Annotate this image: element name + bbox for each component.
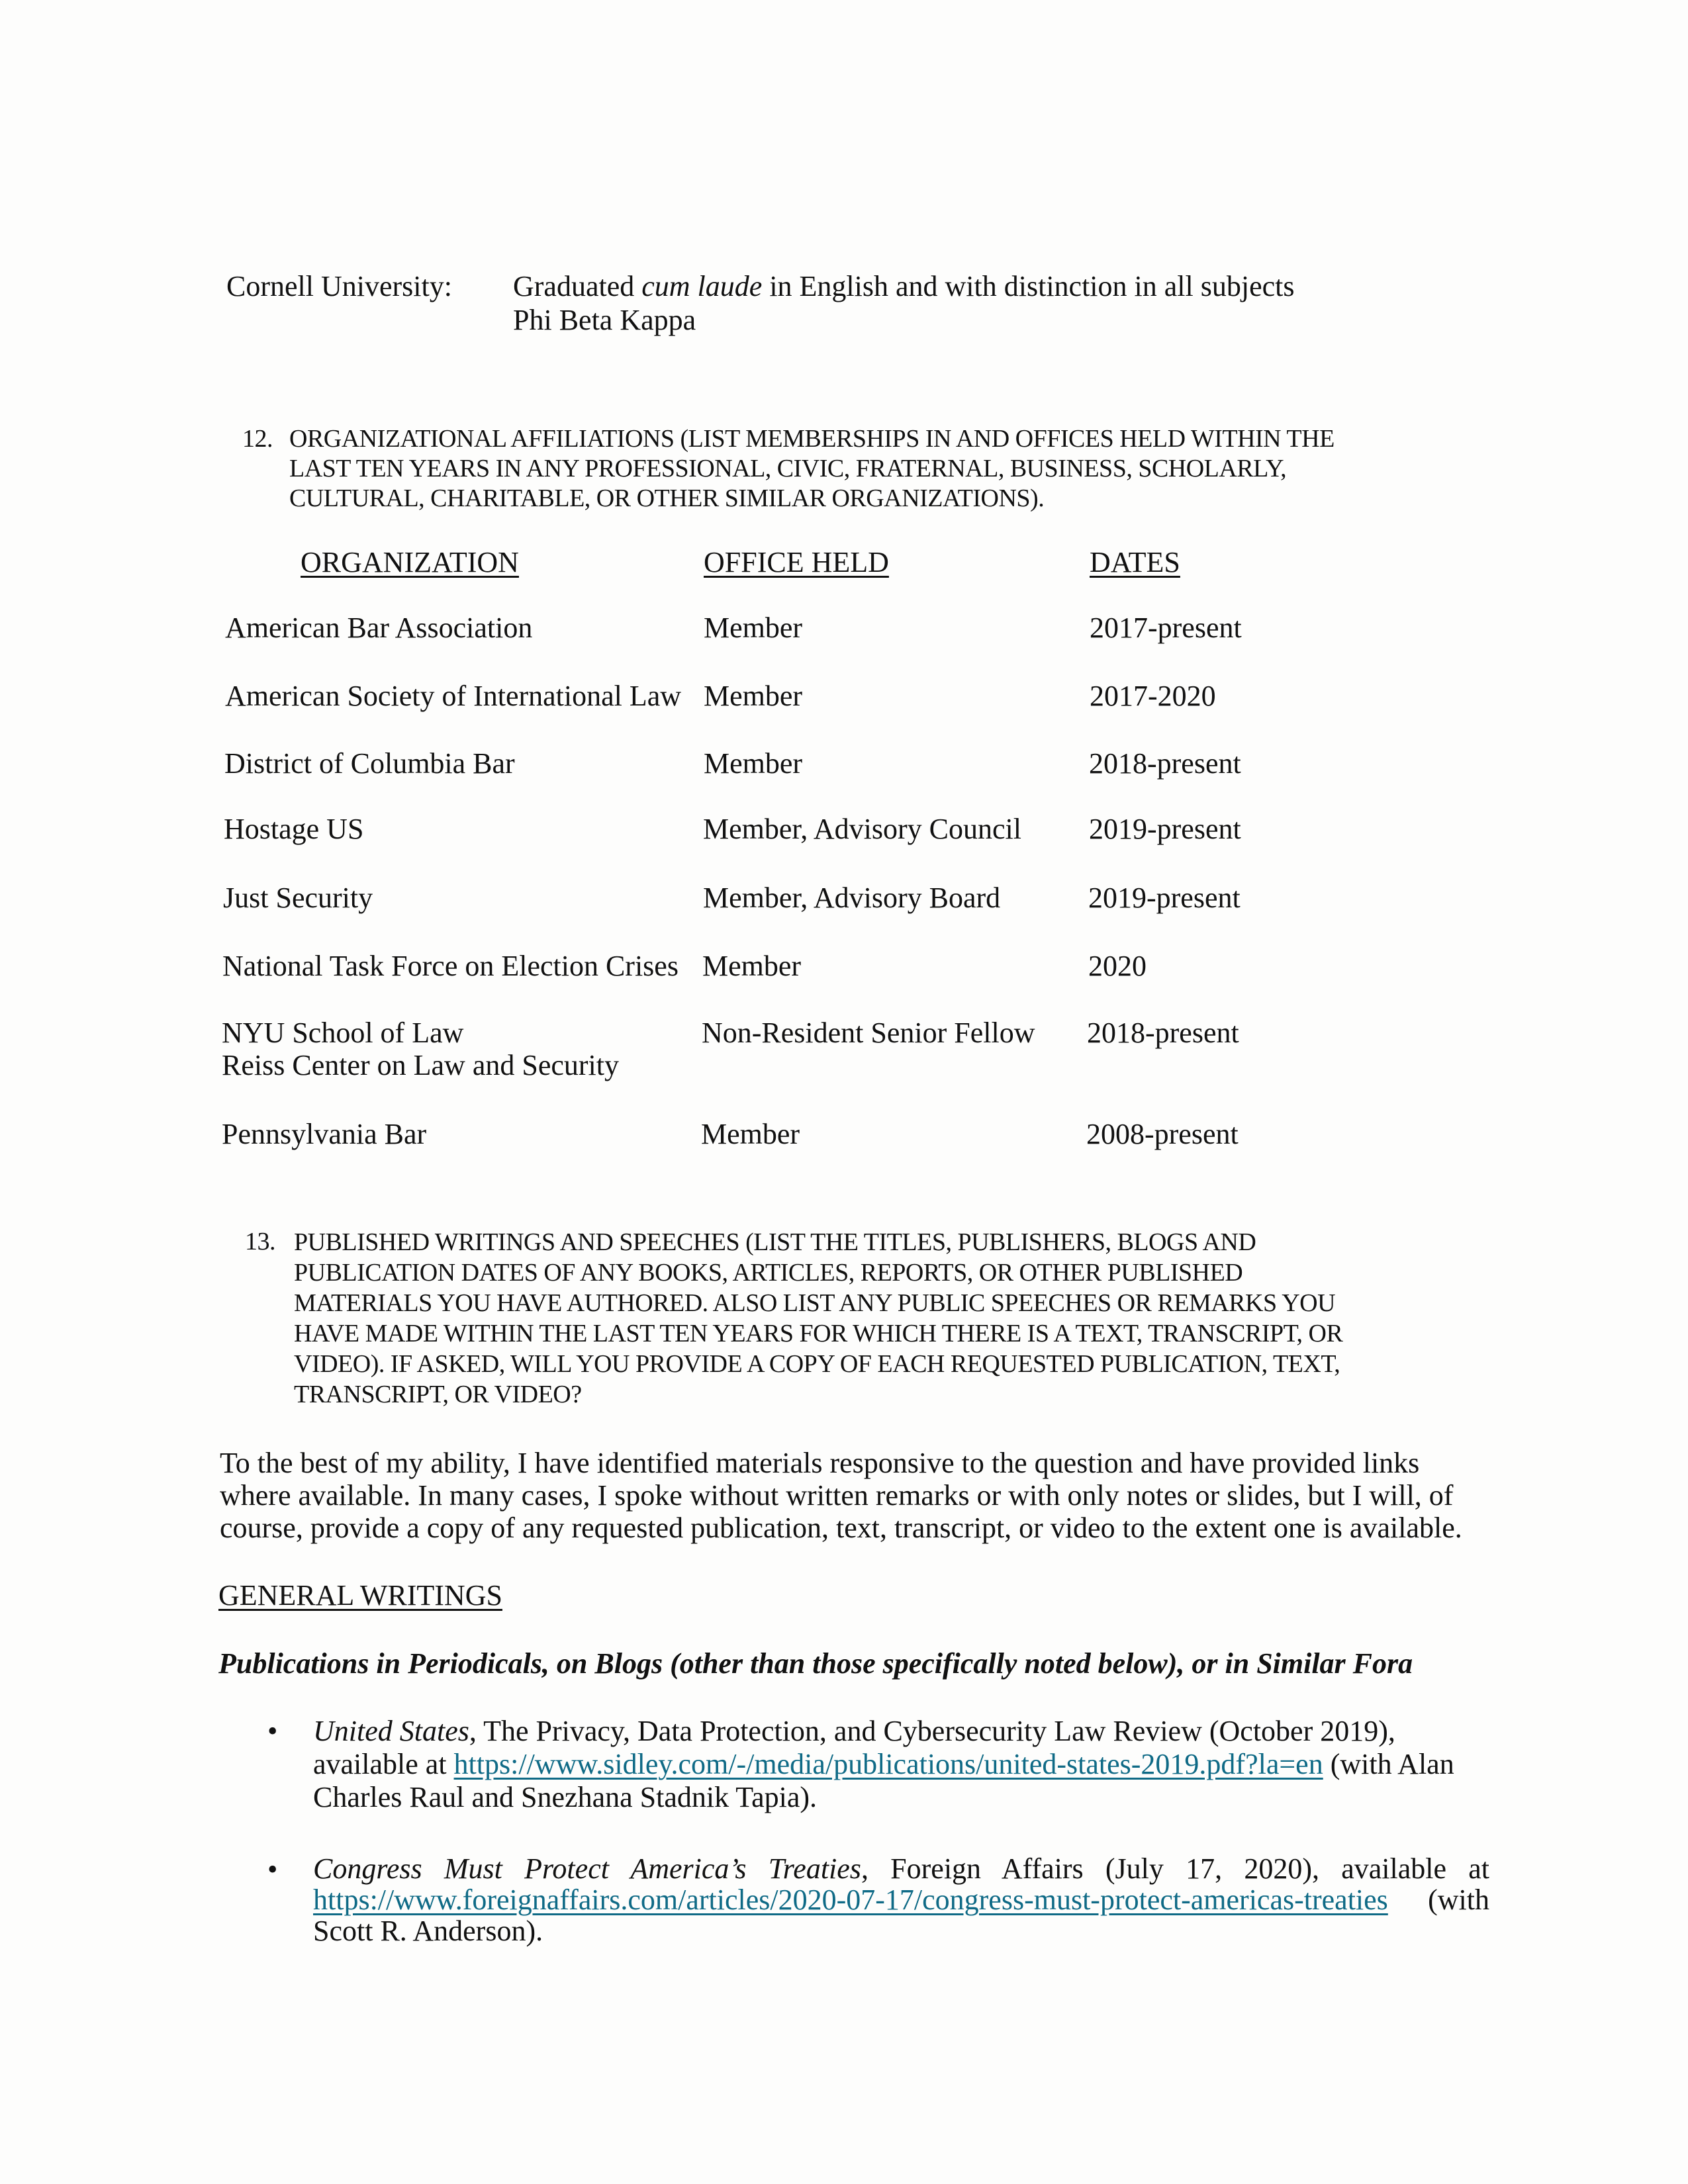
- org-cell: American Society of International Law: [225, 680, 682, 712]
- dates-cell: 2019-present: [1088, 882, 1241, 914]
- q13-line: VIDEO). IF ASKED, WILL YOU PROVIDE A COPY OF EACH REQUESTED PUBLICATION, TEXT,: [294, 1350, 1340, 1378]
- q13-line: HAVE MADE WITHIN THE LAST TEN YEARS FOR WHICH THERE IS A TEXT, TRANSCRIPT, OR: [294, 1320, 1343, 1347]
- dates-cell: 2008-present: [1086, 1118, 1239, 1150]
- honors-italic: cum laude: [641, 270, 763, 302]
- publication-title: United States: [313, 1715, 469, 1747]
- education-honors: [513, 270, 1294, 303]
- honors-post: in English and with distinction in all subjects: [762, 270, 1295, 302]
- honors-pre: Graduated: [513, 270, 642, 302]
- subsection-title: Publications in Periodicals, on Blogs (other than those specifically noted below), or in Similar Fora: [218, 1647, 1413, 1680]
- dates-cell: 2019-present: [1089, 813, 1241, 845]
- publication-item: [313, 1853, 1489, 1946]
- publication-details: , The Privacy, Data Protection, and Cybersecurity Law Review (October 2019), available at: [313, 1715, 1395, 1780]
- office-cell: Member, Advisory Council: [703, 813, 1021, 845]
- header-office-held: OFFICE HELD: [704, 546, 889, 578]
- publication-item: [313, 1715, 1478, 1814]
- dates-cell: 2020: [1088, 950, 1147, 982]
- header-organization: ORGANIZATION: [301, 546, 519, 578]
- dates-cell: 2017-present: [1090, 612, 1242, 644]
- publication-link[interactable]: https://www.foreignaffairs.com/articles/2020-07-17/congress-must-protect-americas-treaties: [313, 1884, 1388, 1916]
- publication-coauthors: (with Scott R. Anderson).: [313, 1884, 1489, 1947]
- header-dates: DATES: [1090, 546, 1180, 578]
- q13-line: TRANSCRIPT, OR VIDEO?: [294, 1381, 582, 1408]
- q13-line: MATERIALS YOU HAVE AUTHORED. ALSO LIST ANY PUBLIC SPEECHES OR REMARKS YOU: [294, 1289, 1336, 1317]
- publication-link[interactable]: https://www.sidley.com/-/media/publications/united-states-2019.pdf?la=en: [453, 1748, 1323, 1780]
- q12-number: 12.: [242, 425, 273, 453]
- q13-heading: [294, 1227, 1342, 1410]
- org-cell-line2: Reiss Center on Law and Security: [222, 1049, 619, 1081]
- bullet-icon: •: [267, 1715, 278, 1747]
- q12-line: ORGANIZATIONAL AFFILIATIONS (LIST MEMBERSHIPS IN AND OFFICES HELD WITHIN THE: [289, 425, 1335, 453]
- org-cell: Hostage US: [224, 813, 364, 845]
- education-school: Cornell University:: [226, 270, 452, 302]
- office-cell: Member: [701, 1118, 800, 1150]
- publication-coauthors: (with Alan Charles Raul and Snezhana Stadnik Tapia).: [313, 1748, 1454, 1813]
- office-cell: Non-Resident Senior Fellow: [702, 1017, 1035, 1049]
- office-cell: Member: [704, 612, 803, 644]
- q13-line: PUBLISHED WRITINGS AND SPEECHES (LIST THE TITLES, PUBLISHERS, BLOGS AND: [294, 1228, 1256, 1256]
- q12-line: CULTURAL, CHARITABLE, OR OTHER SIMILAR ORGANIZATIONS).: [289, 484, 1045, 512]
- org-cell: NYU School of Law: [222, 1017, 464, 1049]
- org-cell: Just Security: [223, 882, 373, 914]
- publication-details: , Foreign Affairs (July 17, 2020), available at: [861, 1852, 1489, 1885]
- dates-cell: 2017-2020: [1090, 680, 1216, 712]
- dates-cell: 2018-present: [1089, 747, 1241, 780]
- office-cell: Member: [704, 747, 803, 780]
- office-cell: Member: [704, 680, 803, 712]
- org-cell: District of Columbia Bar: [224, 747, 515, 780]
- q13-line: PUBLICATION DATES OF ANY BOOKS, ARTICLES, REPORTS, OR OTHER PUBLISHED: [294, 1259, 1243, 1287]
- office-cell: Member, Advisory Board: [703, 882, 1001, 914]
- q12-line: LAST TEN YEARS IN ANY PROFESSIONAL, CIVIC, FRATERNAL, BUSINESS, SCHOLARLY,: [289, 455, 1287, 482]
- dates-cell: 2018-present: [1087, 1017, 1239, 1049]
- bullet-icon: •: [267, 1853, 278, 1886]
- education-honor2: Phi Beta Kappa: [513, 304, 696, 336]
- section-title: GENERAL WRITINGS: [218, 1579, 502, 1612]
- org-cell: American Bar Association: [225, 612, 533, 644]
- q13-number: 13.: [245, 1228, 275, 1255]
- q12-heading: [289, 424, 1335, 514]
- org-cell: National Task Force on Election Crises: [222, 950, 679, 982]
- q13-answer: To the best of my ability, I have identified materials responsive to the question and have provided links where available. In many cases, I spoke without written remarks or with only notes or slides, but I will, of course, provide a copy of any requested publication, text, transcript, or video to the extent one is available.: [220, 1447, 1462, 1544]
- publication-title: Congress Must Protect America’s Treaties: [313, 1852, 861, 1885]
- office-cell: Member: [702, 950, 802, 982]
- org-cell: Pennsylvania Bar: [222, 1118, 427, 1150]
